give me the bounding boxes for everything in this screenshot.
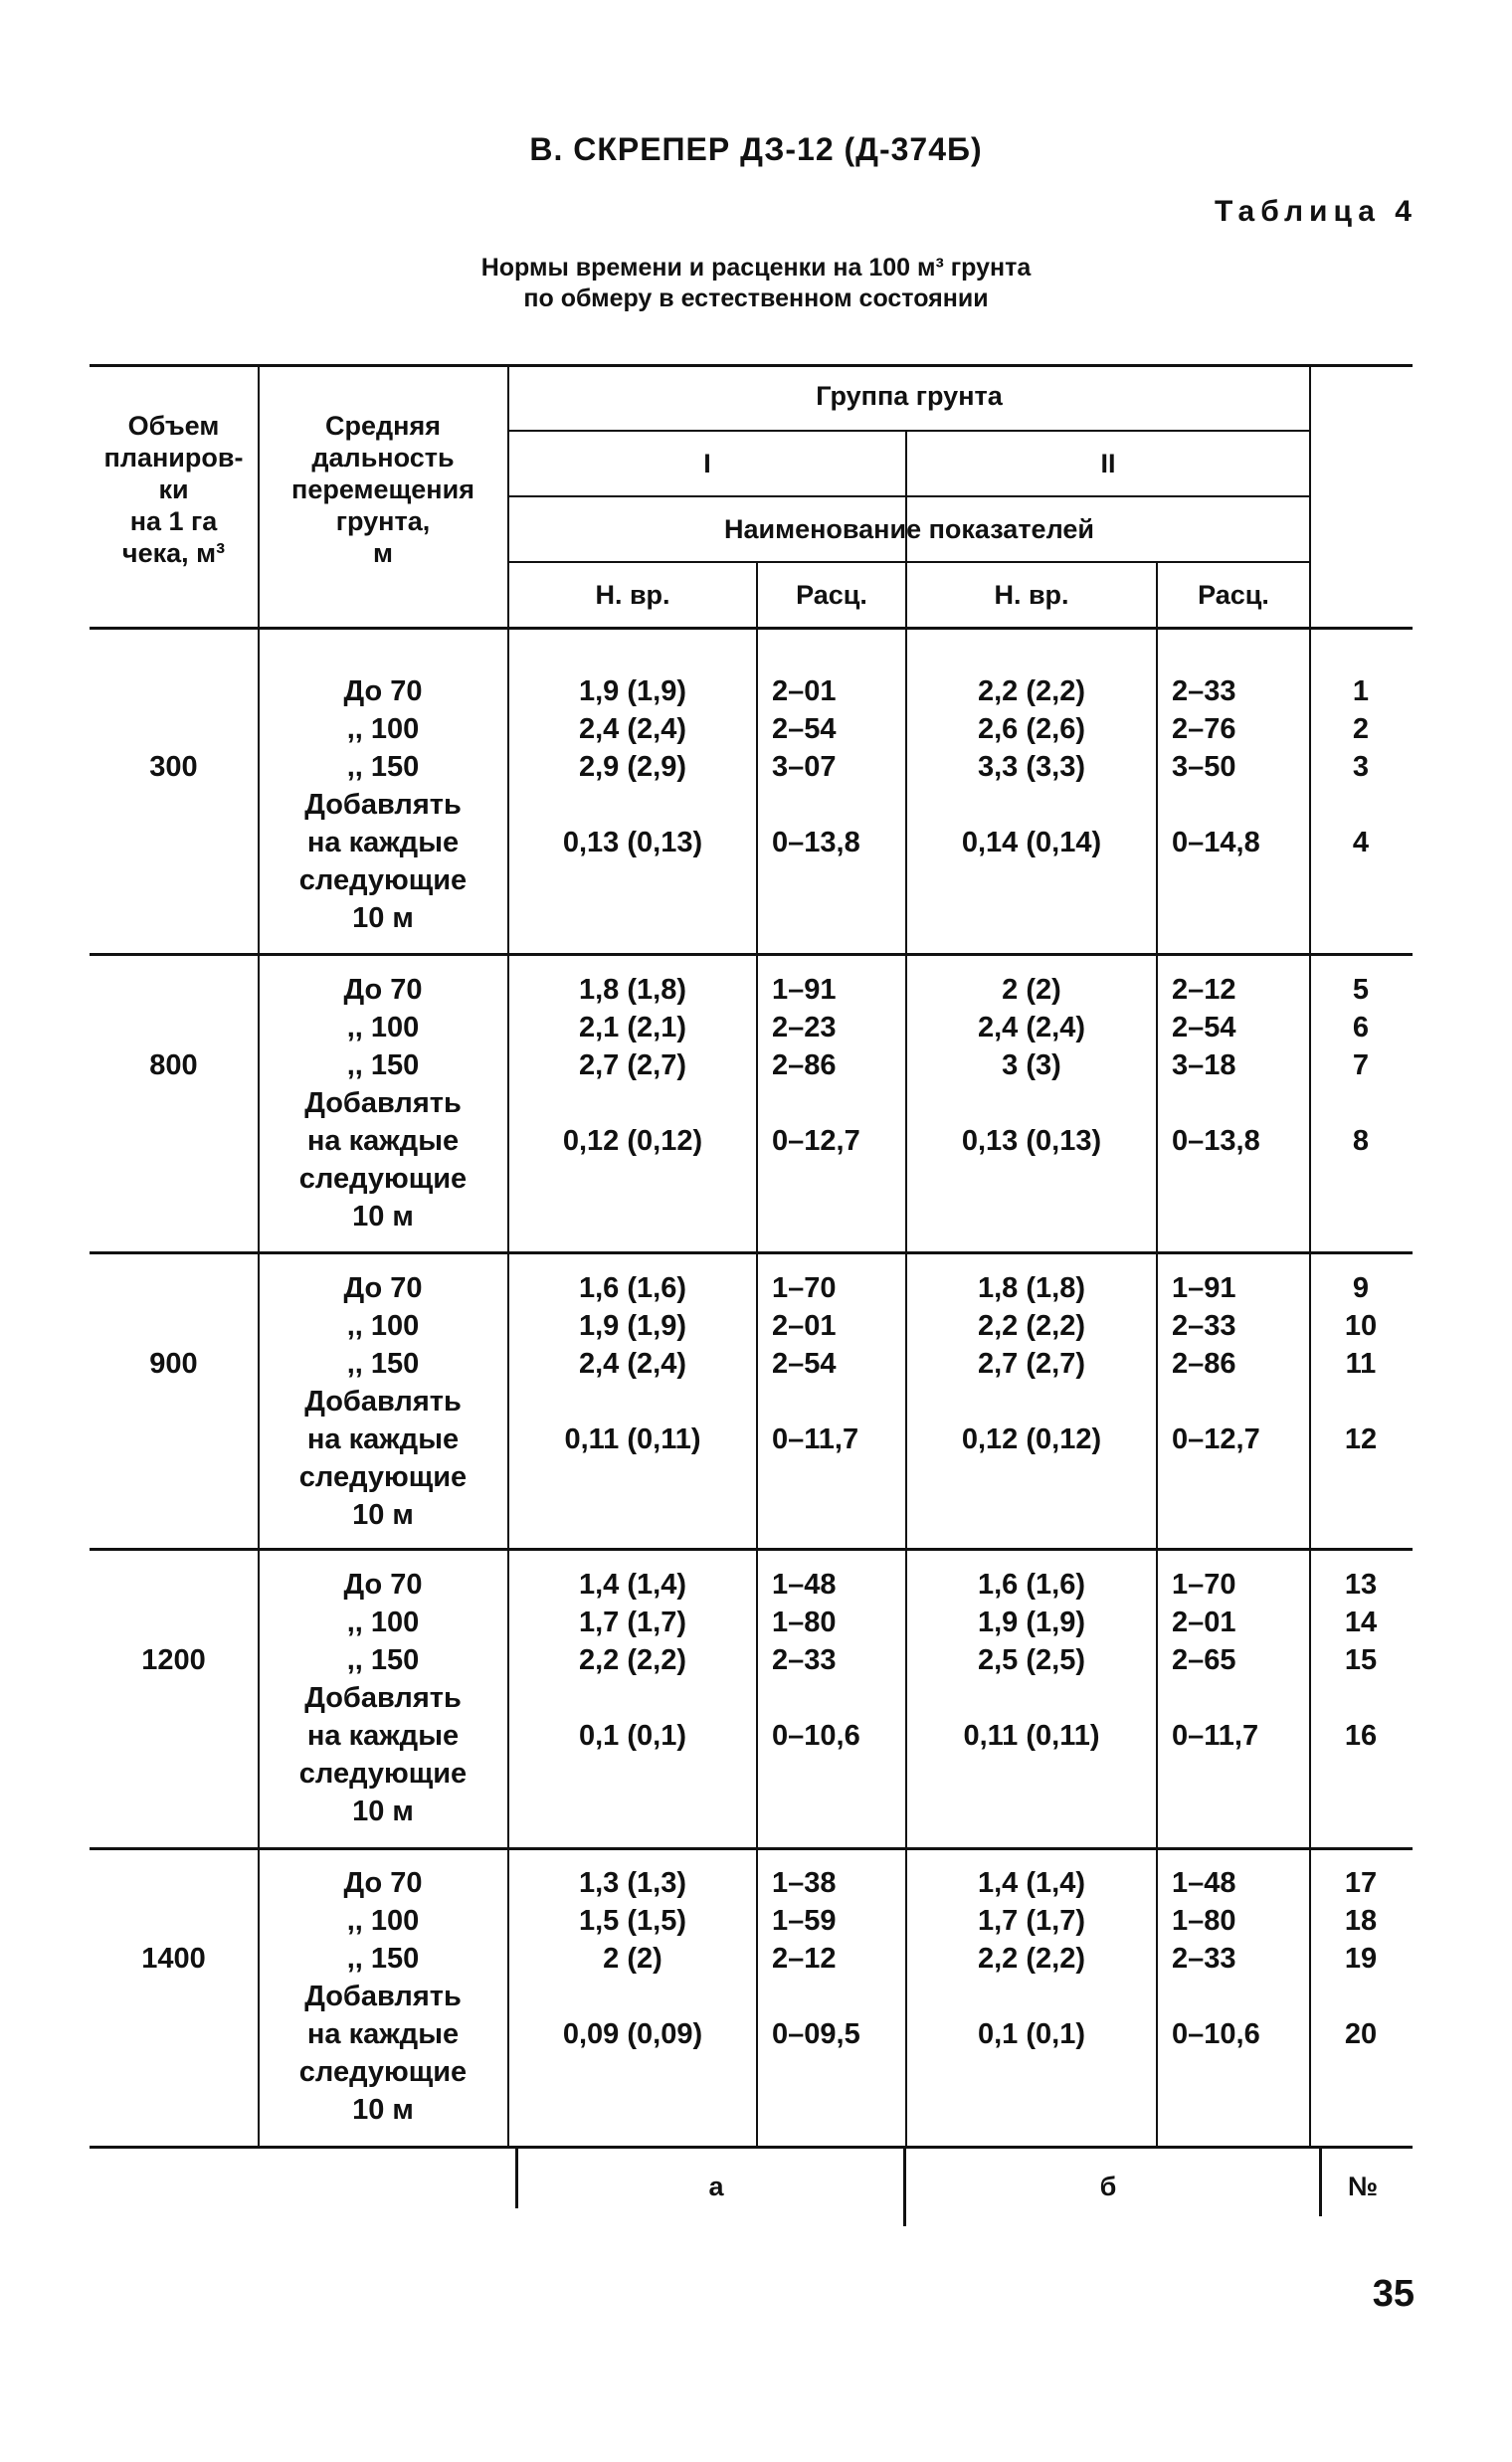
nvr-group2-cell: 1,4 (1,4) <box>978 1867 1085 1899</box>
row-number-cell: 5 <box>1352 974 1370 1006</box>
volume-cell: 1200 <box>141 1644 206 1676</box>
rasc-group1-cell <box>772 1978 905 2015</box>
nvr-group1-cell: 1,9 (1,9) <box>579 675 686 707</box>
rasc-group2-cell <box>1172 786 1309 824</box>
rasc-group2-cell: 2–01 <box>1172 1607 1236 1638</box>
nvr-group2-cell: 0,13 (0,13) <box>961 1125 1102 1157</box>
rasc-group2-cell: 1–80 <box>1172 1905 1236 1937</box>
distance-cell: 10 м <box>352 902 414 934</box>
rasc-group1-cell: 0–12,7 <box>772 1125 860 1157</box>
distance-cell: ,, 100 <box>346 1012 420 1043</box>
volume-cell: 1400 <box>141 1943 206 1975</box>
distance-cell: на каждые <box>306 1125 460 1157</box>
rasc-group2-column <box>1172 672 1309 861</box>
rasc-group2-cell: 0–11,7 <box>1172 1720 1259 1752</box>
nvr-group1-cell <box>509 1084 756 1122</box>
row-number-cell: 18 <box>1344 1905 1378 1937</box>
footer-label-b: б <box>1099 2172 1117 2201</box>
nvr-group1-cell: 1,5 (1,5) <box>579 1905 686 1937</box>
rasc-group2-cell: 2–33 <box>1172 1943 1236 1975</box>
page-number: 35 <box>1372 2273 1415 2315</box>
distance-cell: ,, 100 <box>346 1905 420 1937</box>
header-group-title: Группа грунта <box>816 381 1003 411</box>
nvr-group1-cell: 2,1 (2,1) <box>579 1012 686 1043</box>
distance-cell: Добавлять <box>304 1087 462 1119</box>
rasc-group2-cell <box>1172 1383 1309 1420</box>
nvr-group1-cell <box>509 1679 756 1717</box>
nvr-group1-column <box>509 971 756 1160</box>
header-indicators: Наименование показателей <box>724 514 1094 544</box>
nvr-group1-cell: 0,13 (0,13) <box>562 827 703 858</box>
distance-cell: До 70 <box>343 974 423 1006</box>
rasc-group1-column <box>772 672 905 861</box>
nvr-group1-cell: 2,9 (2,9) <box>579 751 686 783</box>
rasc-group2-cell: 3–18 <box>1172 1049 1236 1081</box>
distance-cell: ,, 150 <box>346 1644 420 1676</box>
rasc-group1-cell: 2–54 <box>772 713 837 745</box>
header-rule <box>507 561 1311 563</box>
volume-cell: 900 <box>149 1348 198 1380</box>
nvr-group1-cell: 1,4 (1,4) <box>579 1569 686 1601</box>
col-rule <box>756 561 758 2147</box>
nvr-group1-cell <box>509 1978 756 2015</box>
block-rule <box>90 1548 1413 1551</box>
nvr-group2-cell: 1,7 (1,7) <box>978 1905 1085 1937</box>
rasc-group1-cell: 0–09,5 <box>772 2018 860 2050</box>
distance-cell: следующие <box>298 1163 468 1195</box>
rasc-group1-column <box>772 1269 905 1458</box>
nvr-group2-cell: 2,4 (2,4) <box>978 1012 1085 1043</box>
distance-column <box>261 1566 505 1830</box>
rasc-group2-cell: 2–12 <box>1172 974 1236 1006</box>
nvr-group1-cell: 2,2 (2,2) <box>579 1644 686 1676</box>
nvr-group2-cell: 2,2 (2,2) <box>978 1943 1085 1975</box>
block-rule <box>90 953 1413 956</box>
distance-cell: 10 м <box>352 1796 414 1827</box>
row-number-cell <box>1311 1383 1411 1420</box>
distance-cell: ,, 100 <box>346 1310 420 1342</box>
footer-tick <box>1319 2149 1322 2216</box>
distance-cell: на каждые <box>306 1720 460 1752</box>
row-number-cell <box>1311 1978 1411 2015</box>
rasc-group2-cell: 2–33 <box>1172 1310 1236 1342</box>
distance-cell: ,, 100 <box>346 1607 420 1638</box>
rasc-group1-cell: 1–48 <box>772 1569 837 1601</box>
rasc-group1-cell: 2–33 <box>772 1644 837 1676</box>
rasc-group1-cell: 1–59 <box>772 1905 837 1937</box>
nvr-group2-column <box>907 1864 1156 2053</box>
distance-cell: на каждые <box>306 827 460 858</box>
rasc-group2-cell: 1–70 <box>1172 1569 1236 1601</box>
nvr-group2-cell: 0,1 (0,1) <box>978 2018 1085 2050</box>
rasc-group1-cell: 1–70 <box>772 1272 837 1304</box>
col-rule <box>1156 561 1158 2147</box>
nvr-group1-cell: 0,12 (0,12) <box>562 1125 703 1157</box>
rasc-group2-cell: 2–76 <box>1172 713 1236 745</box>
rasc-group1-cell: 1–38 <box>772 1867 837 1899</box>
rasc-group1-cell: 1–91 <box>772 974 837 1006</box>
row-number-column <box>1311 1566 1411 1755</box>
subtitle-line: Нормы времени и расценки на 100 м³ грунта <box>480 254 1032 282</box>
distance-cell: 10 м <box>352 1201 414 1232</box>
rasc-group1-cell <box>772 1679 905 1717</box>
nvr-group1-column <box>509 672 756 861</box>
distance-cell: на каждые <box>306 1423 460 1455</box>
row-number-column <box>1311 1269 1411 1458</box>
nvr-group2-cell: 3 (3) <box>1002 1049 1061 1081</box>
distance-cell: ,, 150 <box>346 751 420 783</box>
distance-cell: на каждые <box>306 2018 460 2050</box>
row-number-cell <box>1311 1679 1411 1717</box>
distance-cell: ,, 100 <box>346 713 420 745</box>
col-rule <box>258 364 260 2147</box>
nvr-group1-cell: 2,4 (2,4) <box>579 1348 686 1380</box>
row-number-cell: 6 <box>1352 1012 1370 1043</box>
rasc-group2-cell: 0–14,8 <box>1172 827 1260 858</box>
distance-cell: следующие <box>298 1461 468 1493</box>
nvr-group2-cell: 3,3 (3,3) <box>978 751 1085 783</box>
nvr-group2-cell <box>907 786 1156 824</box>
nvr-group2-cell: 2 (2) <box>1002 974 1061 1006</box>
footer-label-no: № <box>1347 2172 1379 2201</box>
header-group-1: I <box>703 449 711 478</box>
nvr-group2-cell: 2,2 (2,2) <box>978 675 1085 707</box>
header-rasc: Расц. <box>1198 580 1269 610</box>
nvr-group2-cell: 1,6 (1,6) <box>978 1569 1085 1601</box>
nvr-group1-cell: 0,09 (0,09) <box>562 2018 703 2050</box>
nvr-group2-cell: 0,11 (0,11) <box>963 1720 1100 1752</box>
rasc-group2-cell <box>1172 1978 1309 2015</box>
nvr-group1-cell <box>509 786 756 824</box>
nvr-group1-cell: 2,7 (2,7) <box>579 1049 686 1081</box>
block-rule <box>90 1251 1413 1254</box>
rasc-group2-cell: 0–10,6 <box>1172 2018 1260 2050</box>
nvr-group2-cell <box>907 1978 1156 2015</box>
rasc-group2-cell: 3–50 <box>1172 751 1236 783</box>
nvr-group2-cell: 0,12 (0,12) <box>961 1423 1102 1455</box>
rasc-group1-cell: 0–13,8 <box>772 827 860 858</box>
row-number-cell: 15 <box>1344 1644 1378 1676</box>
row-number-column <box>1311 672 1411 861</box>
table-label: Таблица 4 <box>1214 195 1418 228</box>
row-number-cell: 20 <box>1344 2018 1378 2050</box>
header-group-2: II <box>1100 449 1116 478</box>
rasc-group2-cell <box>1172 1084 1309 1122</box>
nvr-group1-cell: 1,3 (1,3) <box>579 1867 686 1899</box>
rasc-group1-column <box>772 1864 905 2053</box>
distance-column <box>261 971 505 1235</box>
distance-cell: До 70 <box>343 1272 423 1304</box>
distance-cell: Добавлять <box>304 1682 462 1714</box>
header-rule <box>507 495 1311 497</box>
nvr-group2-column <box>907 672 1156 861</box>
distance-column <box>261 672 505 937</box>
nvr-group2-cell <box>907 1679 1156 1717</box>
rasc-group2-cell: 2–86 <box>1172 1348 1236 1380</box>
distance-cell: следующие <box>298 2056 468 2088</box>
header-bottom-rule <box>90 627 1413 630</box>
row-number-cell: 17 <box>1344 1867 1378 1899</box>
rasc-group2-cell: 1–48 <box>1172 1867 1236 1899</box>
distance-cell: 10 м <box>352 1499 414 1531</box>
rasc-group1-column <box>772 971 905 1160</box>
table-bottom-rule <box>90 2146 1413 2149</box>
distance-cell: До 70 <box>343 1569 423 1601</box>
nvr-group2-cell: 1,9 (1,9) <box>978 1607 1085 1638</box>
nvr-group2-cell: 2,7 (2,7) <box>978 1348 1085 1380</box>
row-number-cell: 7 <box>1352 1049 1370 1081</box>
nvr-group1-cell: 0,1 (0,1) <box>579 1720 686 1752</box>
distance-cell: ,, 150 <box>346 1049 420 1081</box>
rasc-group1-cell: 2–54 <box>772 1348 837 1380</box>
row-number-cell: 4 <box>1352 827 1370 858</box>
row-number-column <box>1311 1864 1411 2053</box>
footer-tick <box>515 2149 518 2208</box>
row-number-cell: 9 <box>1352 1272 1370 1304</box>
header-nvr: Н. вр. <box>994 580 1069 610</box>
header-nvr: Н. вр. <box>595 580 670 610</box>
rasc-group2-cell <box>1172 1679 1309 1717</box>
nvr-group1-column <box>509 1864 756 2053</box>
rasc-group1-cell: 2–12 <box>772 1943 837 1975</box>
rasc-group2-cell: 2–33 <box>1172 675 1236 707</box>
rasc-group2-column <box>1172 971 1309 1160</box>
row-number-cell: 11 <box>1345 1348 1377 1380</box>
nvr-group2-cell: 2,5 (2,5) <box>978 1644 1085 1676</box>
rasc-group1-cell: 2–23 <box>772 1012 837 1043</box>
nvr-group2-column <box>907 1269 1156 1458</box>
volume-cell: 300 <box>149 751 198 783</box>
distance-cell: следующие <box>298 864 468 896</box>
nvr-group1-cell: 2 (2) <box>603 1943 662 1975</box>
table-subtitle <box>0 253 1512 314</box>
rasc-group2-cell: 0–12,7 <box>1172 1423 1260 1455</box>
rasc-group2-cell: 2–65 <box>1172 1644 1236 1676</box>
volume-cell: 800 <box>149 1049 198 1081</box>
rasc-group1-cell <box>772 786 905 824</box>
distance-cell: 10 м <box>352 2094 414 2126</box>
nvr-group1-cell: 1,9 (1,9) <box>579 1310 686 1342</box>
nvr-group2-cell: 0,14 (0,14) <box>961 827 1102 858</box>
nvr-group2-column <box>907 971 1156 1160</box>
nvr-group1-cell: 0,11 (0,11) <box>564 1423 701 1455</box>
rasc-group2-column <box>1172 1566 1309 1755</box>
nvr-group1-cell <box>509 1383 756 1420</box>
nvr-group1-column <box>509 1269 756 1458</box>
header-volume: Объем планиров- ки на 1 га чека, м³ <box>103 411 244 568</box>
rasc-group1-column <box>772 1566 905 1755</box>
nvr-group1-cell: 1,7 (1,7) <box>579 1607 686 1638</box>
nvr-group2-column <box>907 1566 1156 1755</box>
nvr-group2-cell: 1,8 (1,8) <box>978 1272 1085 1304</box>
row-number-cell <box>1311 786 1411 824</box>
distance-cell: До 70 <box>343 675 423 707</box>
nvr-group2-cell <box>907 1383 1156 1420</box>
header-rule <box>507 430 1311 432</box>
nvr-group2-cell <box>907 1084 1156 1122</box>
rasc-group2-cell: 1–91 <box>1172 1272 1236 1304</box>
rasc-group2-column <box>1172 1269 1309 1458</box>
nvr-group2-cell: 2,6 (2,6) <box>978 713 1085 745</box>
rasc-group1-cell: 2–86 <box>772 1049 837 1081</box>
distance-cell: следующие <box>298 1758 468 1790</box>
row-number-cell: 12 <box>1344 1423 1378 1455</box>
row-number-cell: 2 <box>1352 713 1370 745</box>
table-top-rule <box>90 364 1413 367</box>
distance-cell: Добавлять <box>304 789 462 821</box>
nvr-group1-column <box>509 1566 756 1755</box>
distance-cell: ,, 150 <box>346 1348 420 1380</box>
row-number-cell: 14 <box>1344 1607 1378 1638</box>
rasc-group1-cell: 0–10,6 <box>772 1720 860 1752</box>
section-heading: В. СКРЕПЕР ДЗ-12 (Д-374Б) <box>529 131 983 167</box>
block-rule <box>90 1847 1413 1850</box>
row-number-cell: 1 <box>1352 675 1370 707</box>
distance-cell: ,, 150 <box>346 1943 420 1975</box>
header-rasc: Расц. <box>796 580 867 610</box>
row-number-cell: 13 <box>1344 1569 1378 1601</box>
header-distance: Средняя дальность перемещения грунта, м <box>291 411 474 568</box>
row-number-cell <box>1311 1084 1411 1122</box>
distance-cell: Добавлять <box>304 1981 462 2012</box>
row-number-cell: 3 <box>1352 751 1370 783</box>
row-number-cell: 8 <box>1352 1125 1370 1157</box>
nvr-group1-cell: 1,8 (1,8) <box>579 974 686 1006</box>
row-number-cell: 19 <box>1344 1943 1378 1975</box>
rasc-group1-cell: 2–01 <box>772 1310 837 1342</box>
row-number-cell: 10 <box>1344 1310 1378 1342</box>
rasc-group1-cell: 2–01 <box>772 675 837 707</box>
rasc-group2-cell: 2–54 <box>1172 1012 1236 1043</box>
rasc-group2-cell: 0–13,8 <box>1172 1125 1260 1157</box>
subtitle-line: по обмеру в естественном состоянии <box>523 284 989 312</box>
distance-cell: Добавлять <box>304 1386 462 1418</box>
distance-column <box>261 1864 505 2129</box>
nvr-group1-cell: 2,4 (2,4) <box>579 713 686 745</box>
row-number-column <box>1311 971 1411 1160</box>
footer-label-a: а <box>708 2172 724 2201</box>
nvr-group1-cell: 1,6 (1,6) <box>579 1272 686 1304</box>
footer-tick <box>903 2149 906 2226</box>
rasc-group2-column <box>1172 1864 1309 2053</box>
rasc-group1-cell: 1–80 <box>772 1607 837 1638</box>
rasc-group1-cell <box>772 1084 905 1122</box>
distance-column <box>261 1269 505 1534</box>
row-number-cell: 16 <box>1344 1720 1378 1752</box>
rasc-group1-cell <box>772 1383 905 1420</box>
rasc-group1-cell: 3–07 <box>772 751 837 783</box>
distance-cell: До 70 <box>343 1867 423 1899</box>
rasc-group1-cell: 0–11,7 <box>772 1423 859 1455</box>
nvr-group2-cell: 2,2 (2,2) <box>978 1310 1085 1342</box>
